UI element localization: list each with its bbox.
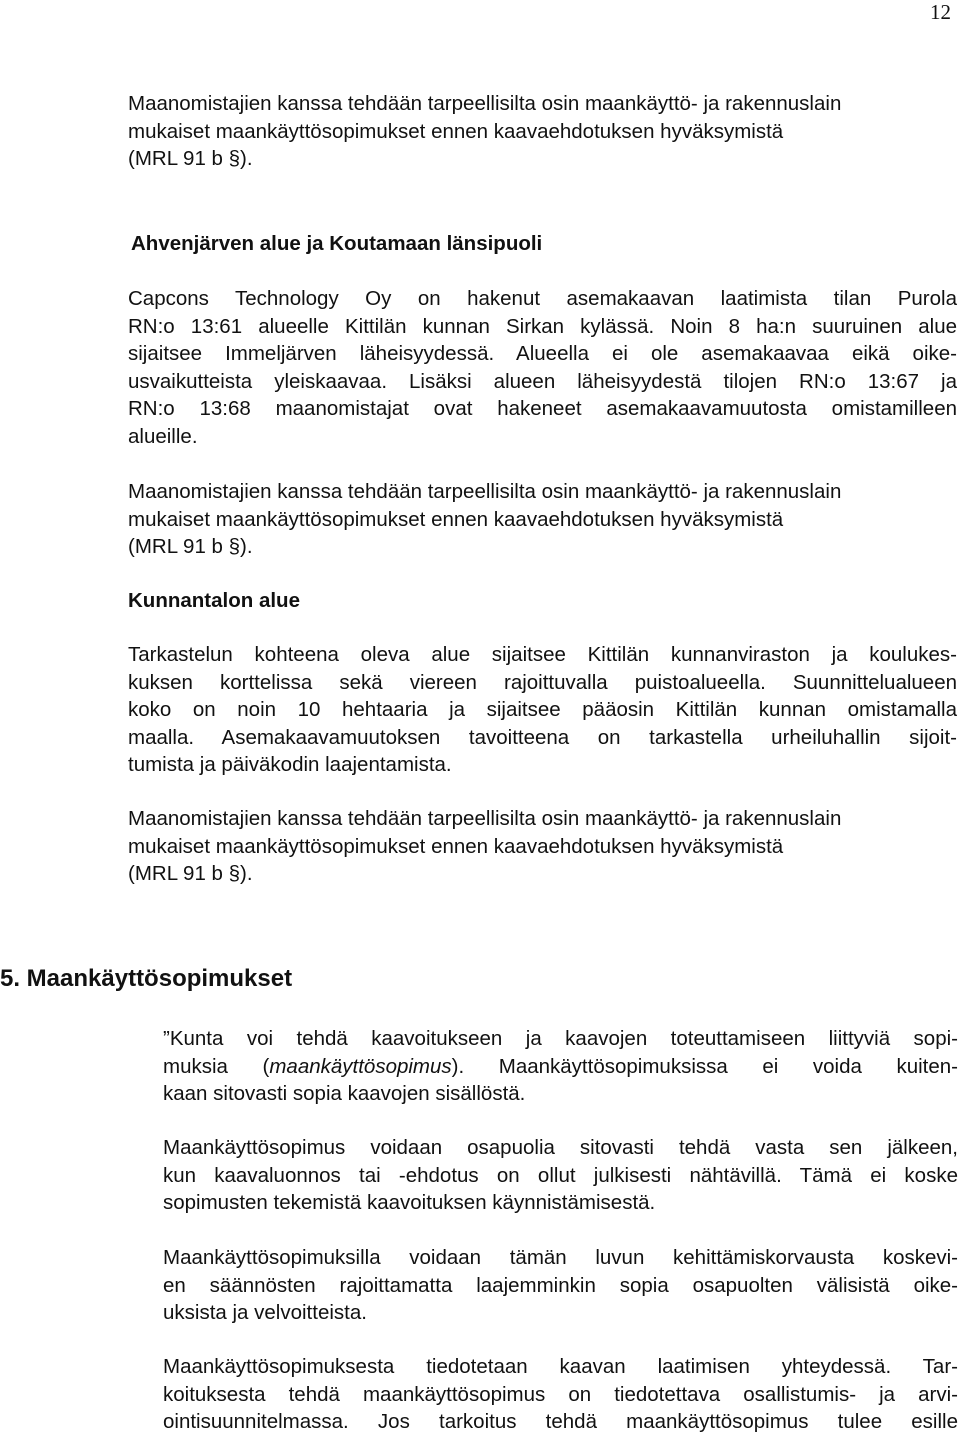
quote-paragraph-2 <box>163 1134 958 1217</box>
text-line: uksista ja velvoitteista. <box>163 1301 367 1324</box>
text-line: koituksesta tehdä maankäyttösopimus on tiedotettava osallistumis- ja arvi- <box>163 1382 958 1406</box>
quote-paragraph-3 <box>163 1244 958 1327</box>
text-line: RN:o 13:68 maanomistajat ovat hakeneet asemakaavamuutosta omistamilleen <box>128 397 957 420</box>
quote-paragraph-4 <box>163 1353 958 1436</box>
text-line: koko on noin 10 hehtaaria ja sijaitsee pääosin Kittilän kunnan omistamalla <box>128 698 957 721</box>
text-line: (MRL 91 b §). <box>128 535 253 558</box>
text-line: RN:o 13:61 alueelle Kittilän kunnan Sirkan kylässä. Noin 8 ha:n suuruinen alue <box>128 314 957 338</box>
text-line: Tarkastelun kohteena oleva alue sijaitsee Kittilän kunnanviraston ja koulukes- <box>128 643 957 666</box>
paragraph-ahvenjarvi <box>128 285 957 450</box>
text-line: en säännösten rajoittamatta laajemminkin sopia osapuolten välisistä oike- <box>163 1273 958 1297</box>
text-line: kaan sitovasti sopia kaavojen sisällöstä. <box>163 1082 526 1105</box>
paragraph-agreements-1 <box>128 90 958 173</box>
paragraph-kunnantalo <box>128 641 957 779</box>
text-line: mukaiset maankäyttösopimukset ennen kaavaehdotuksen hyväksymistä <box>128 119 784 143</box>
paragraph-agreements-3 <box>128 805 958 888</box>
text-line: sijaitsee Immeljärven läheisyydessä. Alueella ei ole asemakaavaa eikä oike- <box>128 342 957 365</box>
text-line: mukaiset maankäyttösopimukset ennen kaavaehdotuksen hyväksymistä <box>128 507 784 531</box>
text-line: (MRL 91 b §). <box>128 147 253 170</box>
page-number: 12 <box>930 0 951 24</box>
text-line: kuksen korttelissa sekä viereen rajoittuvalla puistoalueella. Suunnittelualueen <box>128 670 957 694</box>
heading-kunnantalo: Kunnantalon alue <box>128 589 300 612</box>
text-line: alueille. <box>128 424 198 448</box>
text-line: Capcons Technology Oy on hakenut asemakaavan laatimista tilan Purola <box>128 287 957 310</box>
quote-paragraph-1 <box>163 1025 958 1108</box>
text-line: ”Kunta voi tehdä kaavoitukseen ja kaavojen toteuttamiseen liittyviä sopi- <box>163 1027 958 1050</box>
text-line: Maankäyttösopimuksilla voidaan tämän luvun kehittämiskorvausta koskevi- <box>163 1246 958 1269</box>
text-line: Maanomistajien kanssa tehdään tarpeellisilta osin maankäyttö- ja rakennuslain <box>128 480 842 503</box>
text-line: sopimusten tekemistä kaavoituksen käynnistämisestä. <box>163 1191 656 1214</box>
text-line: tumista ja päiväkodin laajentamista. <box>128 753 452 776</box>
text-line: Maankäyttösopimus voidaan osapuolia sitovasti tehdä vasta sen jälkeen, <box>163 1136 958 1159</box>
text-line: maalla. Asemakaavamuutoksen tavoitteena on tarkastella urheiluhallin sijoit- <box>128 725 957 749</box>
text-line: Maankäyttösopimuksesta tiedotetaan kaavan laatimisen yhteydessä. Tar- <box>163 1355 958 1378</box>
text-line: Maanomistajien kanssa tehdään tarpeellisilta osin maankäyttö- ja rakennuslain <box>128 92 842 115</box>
text-line <box>163 1053 958 1081</box>
paragraph-agreements-2 <box>128 478 958 561</box>
section-heading: 5. Maankäyttösopimukset <box>0 965 293 992</box>
italic-term: maankäyttösopimus <box>269 1054 452 1078</box>
heading-ahvenjarvi: Ahvenjärven alue ja Koutamaan länsipuoli <box>131 232 543 255</box>
text-line: Maanomistajien kanssa tehdään tarpeellisilta osin maankäyttö- ja rakennuslain <box>128 807 842 830</box>
text-fragment: muksia ( <box>163 1054 270 1078</box>
text-line: mukaiset maankäyttösopimukset ennen kaavaehdotuksen hyväksymistä <box>128 834 784 858</box>
text-line: kun kaavaluonnos tai -ehdotus on ollut julkisesti nähtävillä. Tämä ei koske <box>163 1163 958 1187</box>
text-line: ointisuunnitelmassa. Jos tarkoitus tehdä maankäyttösopimus tulee esille <box>163 1410 958 1433</box>
text-line: (MRL 91 b §). <box>128 862 253 885</box>
text-line: usvaikutteista yleiskaavaa. Lisäksi alueen läheisyydestä tilojen RN:o 13:67 ja <box>128 369 957 393</box>
text-fragment: ). Maankäyttösopimuksissa ei voida kuiten- <box>451 1054 958 1078</box>
